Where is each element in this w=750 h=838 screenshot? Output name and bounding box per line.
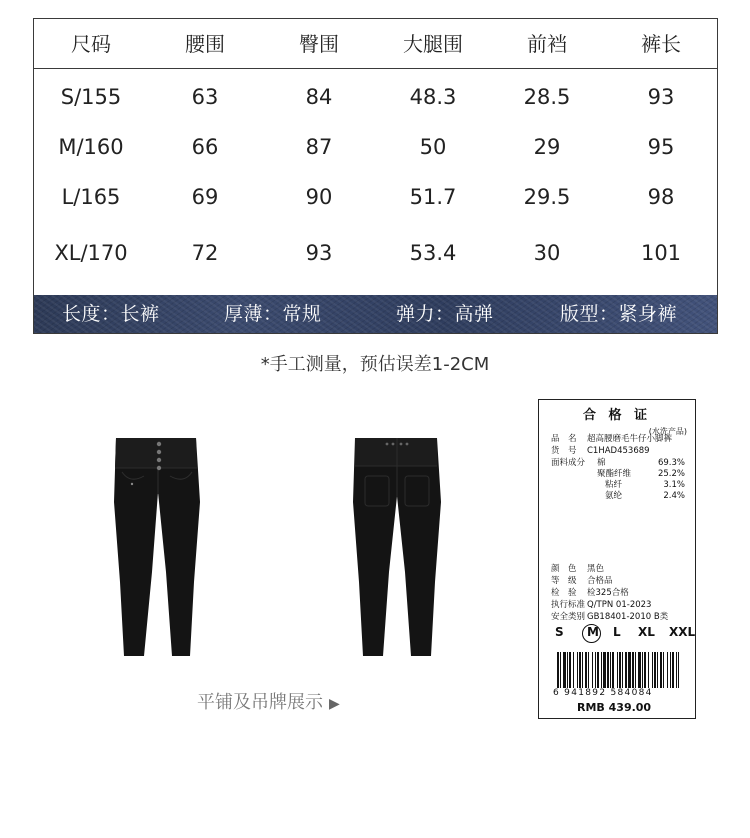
tag-size-selected: M (587, 625, 599, 639)
tag-row-color (551, 564, 604, 575)
fabric-item (597, 469, 685, 480)
tag-value: 检325合格 (587, 588, 629, 598)
tag-row-fabric (551, 458, 587, 469)
tag-row-standard (551, 600, 651, 611)
barcode-bar (597, 652, 599, 688)
tag-label: 检 验 (551, 588, 577, 598)
barcode-bar (667, 652, 668, 688)
table-cell: 30 (533, 241, 561, 265)
barcode-bar (642, 652, 643, 688)
table-cell: 84 (305, 85, 333, 109)
tag-row-grade (551, 576, 613, 587)
tag-size: L (613, 625, 621, 639)
barcode-bar (582, 652, 583, 688)
tag-size: XL (638, 625, 655, 639)
tag-label: 等 级 (551, 576, 577, 586)
fabric-name: 聚酯纤维 (597, 469, 632, 479)
barcode-number: 6 941892 584084 (553, 688, 653, 698)
barcode-bar (663, 652, 664, 688)
table-cell: 29.5 (523, 185, 571, 209)
barcode-bar (660, 652, 662, 688)
barcode-bar (588, 652, 589, 688)
table-cell: 72 (191, 241, 219, 265)
barcode-bar (672, 652, 674, 688)
size-table-header (34, 19, 717, 69)
barcode-bar (573, 652, 574, 688)
table-cell: 95 (647, 135, 675, 159)
fabric-name: 棉 (597, 458, 606, 468)
fabric-pct: 2.4% (663, 491, 685, 501)
barcode-bar (622, 652, 623, 688)
tag-label: 面料成分 (551, 458, 586, 468)
tag-label: 颜 色 (551, 564, 577, 574)
barcode-bar (579, 652, 581, 688)
barcode-bar (585, 652, 587, 688)
fabric-item (597, 458, 685, 469)
tag-value: 超高腰磨毛牛仔小脚裤 (587, 434, 673, 444)
caption-text: 平铺及吊牌展示 (197, 692, 323, 713)
fabric-name: 氨纶 (605, 491, 623, 501)
tag-row-inspect (551, 588, 629, 599)
barcode-bar (638, 652, 641, 688)
tag-size: S (555, 625, 564, 639)
tag-size-list (549, 625, 696, 645)
table-cell: 101 (640, 241, 682, 265)
barcode-bar (628, 652, 631, 688)
barcode-bar (632, 652, 634, 688)
fabric-item (597, 491, 685, 502)
tag-row-name (551, 434, 672, 445)
tag-row-safety (551, 612, 668, 623)
tag-value: 合格品 (587, 576, 613, 586)
tag-label: 品 名 (551, 434, 577, 444)
tag-value: C1HAD453689 (587, 446, 650, 456)
barcode-bar (654, 652, 656, 688)
tag-label: 安全类别 (551, 612, 586, 622)
barcode-bar (635, 652, 636, 688)
table-cell: 29 (533, 135, 561, 159)
barcode-bar (670, 652, 671, 688)
table-cell: 98 (647, 185, 675, 209)
table-cell: 90 (305, 185, 333, 209)
barcode-bar (644, 652, 646, 688)
barcode-bar (569, 652, 571, 688)
tag-title: 合 格 证 (582, 408, 652, 423)
barcode-bar (676, 652, 677, 688)
barcode-bar (567, 652, 568, 688)
barcode-bar (610, 652, 611, 688)
fabric-item (597, 480, 685, 491)
tag-size: XXL (669, 625, 696, 639)
barcode-image (557, 652, 679, 690)
header-length: 裤长 (641, 32, 681, 56)
barcode-bar (601, 652, 602, 688)
barcode-bar (619, 652, 621, 688)
table-cell: M/160 (58, 135, 124, 159)
pants-front-image (108, 432, 208, 660)
table-cell: 51.7 (409, 185, 457, 209)
barcode-bar (603, 652, 606, 688)
barcode-bar (560, 652, 561, 688)
fabric-name: 粘纤 (605, 480, 623, 490)
table-cell: 50 (419, 135, 447, 159)
fabric-pct: 3.1% (663, 480, 685, 490)
spec-fit: 版型：紧身裤 (560, 303, 678, 325)
tag-label: 执行标准 (551, 600, 586, 610)
barcode-bar (617, 652, 618, 688)
barcode-bar (612, 652, 614, 688)
play-triangle-icon: ▶ (329, 696, 340, 712)
table-cell: 69 (191, 185, 219, 209)
barcode-bar (625, 652, 627, 688)
barcode-bar (595, 652, 596, 688)
display-caption (197, 688, 340, 714)
table-cell: 48.3 (409, 85, 457, 109)
barcode-bar (607, 652, 609, 688)
header-waist: 腰围 (185, 32, 225, 56)
tag-value: 黑色 (587, 564, 605, 574)
barcode-bar (557, 652, 559, 688)
header-thigh: 大腿围 (403, 32, 463, 56)
table-cell: 87 (305, 135, 333, 159)
barcode-bar (577, 652, 578, 688)
spec-elasticity: 弹力：高弹 (396, 303, 494, 325)
table-cell: 53.4 (409, 241, 457, 265)
barcode-bar (592, 652, 593, 688)
hang-tag (538, 399, 696, 719)
table-cell: 93 (305, 241, 333, 265)
header-size: 尺码 (71, 32, 111, 56)
barcode-bar (657, 652, 658, 688)
tag-row-code (551, 446, 650, 457)
spec-band (34, 295, 717, 333)
pants-back-image (347, 432, 447, 660)
measurement-note: *手工测量，预估误差1-2CM (260, 354, 490, 375)
table-cell: 66 (191, 135, 219, 159)
spec-length: 长度：长裤 (62, 303, 160, 325)
tag-value: GB18401-2010 B类 (587, 612, 669, 622)
table-cell: XL/170 (54, 241, 128, 265)
barcode-bar (678, 652, 679, 688)
spec-thickness: 厚薄：常规 (224, 303, 322, 325)
table-cell: 28.5 (523, 85, 571, 109)
tag-value: Q/TPN 01-2023 (587, 600, 652, 610)
header-hip: 臀围 (299, 32, 339, 56)
tag-subtitle: (水洗产品) (648, 427, 687, 436)
table-cell: 63 (191, 85, 219, 109)
tag-price: RMB 439.00 (577, 701, 652, 714)
barcode-bar (563, 652, 566, 688)
table-cell: L/165 (61, 185, 121, 209)
barcode-bar (652, 652, 653, 688)
fabric-pct: 25.2% (657, 469, 685, 479)
fabric-pct: 69.3% (657, 458, 685, 468)
tag-label: 货 号 (551, 446, 577, 456)
table-cell: 93 (647, 85, 675, 109)
size-table (33, 18, 718, 334)
barcode-bar (648, 652, 649, 688)
header-front-rise: 前裆 (527, 32, 567, 56)
table-cell: S/155 (60, 85, 122, 109)
